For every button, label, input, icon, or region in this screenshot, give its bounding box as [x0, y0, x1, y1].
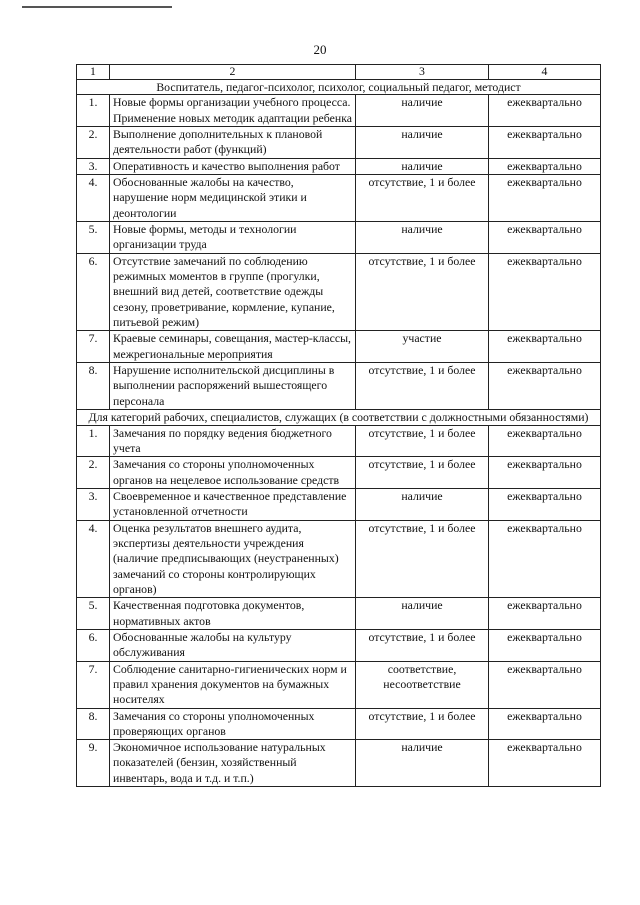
section-title: Воспитатель, педагог-психолог, психолог, социальный педагог, методист: [77, 79, 601, 95]
table-row: [77, 95, 601, 127]
table-row: [77, 158, 601, 174]
criterion-period: ежеквартально: [489, 661, 601, 708]
criterion-text: Отсутствие замечаний по соблюдению режимных моментов в группе (прогулки, внешний вид детей, соответствие одежды сезону, проветривание, кормление, купание, питьевой режим): [110, 253, 356, 331]
row-number: 8.: [77, 362, 110, 409]
criteria-table-body: [77, 65, 601, 787]
table-row: [77, 661, 601, 708]
criterion-value: наличие: [356, 95, 489, 127]
criterion-value: отсутствие, 1 и более: [356, 174, 489, 221]
criterion-value: отсутствие, 1 и более: [356, 708, 489, 740]
column-header-2: 2: [110, 65, 356, 80]
column-header-4: 4: [489, 65, 601, 80]
column-header-1: 1: [77, 65, 110, 80]
criterion-text: Замечания по порядку ведения бюджетного учета: [110, 425, 356, 457]
table-row: [77, 362, 601, 409]
criterion-text: Обоснованные жалобы на качество, нарушение норм медицинской этики и деонтологии: [110, 174, 356, 221]
criterion-period: ежеквартально: [489, 331, 601, 363]
criterion-period: ежеквартально: [489, 520, 601, 598]
criterion-text: Оценка результатов внешнего аудита, экспертизы деятельности учреждения (наличие предписывающих (неустраненных) замечаний со стороны контролирующих органов): [110, 520, 356, 598]
criterion-period: ежеквартально: [489, 598, 601, 630]
criterion-value: отсутствие, 1 и более: [356, 253, 489, 331]
criterion-text: Замечания со стороны уполномоченных проверяющих органов: [110, 708, 356, 740]
row-number: 3.: [77, 158, 110, 174]
criterion-value: отсутствие, 1 и более: [356, 425, 489, 457]
table-row: [77, 174, 601, 221]
column-header-row: [77, 65, 601, 80]
table-row: [77, 331, 601, 363]
table-row: [77, 629, 601, 661]
criterion-value: наличие: [356, 158, 489, 174]
row-number: 4.: [77, 174, 110, 221]
top-edge-line: [22, 6, 172, 8]
criterion-text: Оперативность и качество выполнения работ: [110, 158, 356, 174]
row-number: 1.: [77, 95, 110, 127]
criterion-text: Обоснованные жалобы на культуру обслуживания: [110, 629, 356, 661]
table-row: [77, 425, 601, 457]
criterion-period: ежеквартально: [489, 174, 601, 221]
row-number: 5.: [77, 598, 110, 630]
row-number: 1.: [77, 425, 110, 457]
row-number: 9.: [77, 740, 110, 787]
criterion-value: отсутствие, 1 и более: [356, 629, 489, 661]
row-number: 7.: [77, 661, 110, 708]
row-number: 8.: [77, 708, 110, 740]
criterion-period: ежеквартально: [489, 457, 601, 489]
criterion-period: ежеквартально: [489, 740, 601, 787]
row-number: 6.: [77, 629, 110, 661]
criterion-period: ежеквартально: [489, 708, 601, 740]
criterion-period: ежеквартально: [489, 253, 601, 331]
criterion-text: Экономичное использование натуральных показателей (бензин, хозяйственный инвентарь, вода и т.д. и т.п.): [110, 740, 356, 787]
criterion-text: Краевые семинары, совещания, мастер-классы, межрегиональные мероприятия: [110, 331, 356, 363]
section-header-row: [77, 409, 601, 425]
criterion-period: ежеквартально: [489, 362, 601, 409]
criterion-value: отсутствие, 1 и более: [356, 520, 489, 598]
row-number: 3.: [77, 488, 110, 520]
criterion-value: наличие: [356, 598, 489, 630]
table-row: [77, 126, 601, 158]
criterion-text: Замечания со стороны уполномоченных органов на нецелевое использование средств: [110, 457, 356, 489]
table-row: [77, 520, 601, 598]
criterion-period: ежеквартально: [489, 95, 601, 127]
row-number: 5.: [77, 221, 110, 253]
table-row: [77, 221, 601, 253]
table-row: [77, 488, 601, 520]
criterion-text: Соблюдение санитарно-гигиенических норм и правил хранения документов на бумажных носителях: [110, 661, 356, 708]
criterion-period: ежеквартально: [489, 126, 601, 158]
row-number: 6.: [77, 253, 110, 331]
table-row: [77, 457, 601, 489]
criterion-period: ежеквартально: [489, 221, 601, 253]
criterion-period: ежеквартально: [489, 629, 601, 661]
criterion-value: отсутствие, 1 и более: [356, 362, 489, 409]
criterion-text: Своевременное и качественное представление установленной отчетности: [110, 488, 356, 520]
criterion-text: Качественная подготовка документов, нормативных актов: [110, 598, 356, 630]
table-row: [77, 253, 601, 331]
criterion-period: ежеквартально: [489, 158, 601, 174]
criterion-text: Выполнение дополнительных к плановой деятельности работ (функций): [110, 126, 356, 158]
criterion-period: ежеквартально: [489, 425, 601, 457]
criterion-value: участие: [356, 331, 489, 363]
table-row: [77, 740, 601, 787]
criterion-value: отсутствие, 1 и более: [356, 457, 489, 489]
criterion-period: ежеквартально: [489, 488, 601, 520]
criterion-text: Новые формы, методы и технологии организации труда: [110, 221, 356, 253]
table-row: [77, 598, 601, 630]
criterion-value: наличие: [356, 126, 489, 158]
criterion-value: наличие: [356, 740, 489, 787]
column-header-3: 3: [356, 65, 489, 80]
page-number: 20: [313, 42, 327, 57]
row-number: 7.: [77, 331, 110, 363]
section-header-row: [77, 79, 601, 95]
row-number: 4.: [77, 520, 110, 598]
row-number: 2.: [77, 457, 110, 489]
criterion-value: соответствие, несоответствие: [356, 661, 489, 708]
criterion-text: Новые формы организации учебного процесса. Применение новых методик адаптации ребенка: [110, 95, 356, 127]
table-row: [77, 708, 601, 740]
section-title: Для категорий рабочих, специалистов, служащих (в соответствии с должностными обязанностями): [77, 409, 601, 425]
criterion-text: Нарушение исполнительской дисциплины в выполнении распоряжений вышестоящего персонала: [110, 362, 356, 409]
criterion-value: наличие: [356, 221, 489, 253]
criteria-table: [76, 64, 601, 787]
criterion-value: наличие: [356, 488, 489, 520]
row-number: 2.: [77, 126, 110, 158]
